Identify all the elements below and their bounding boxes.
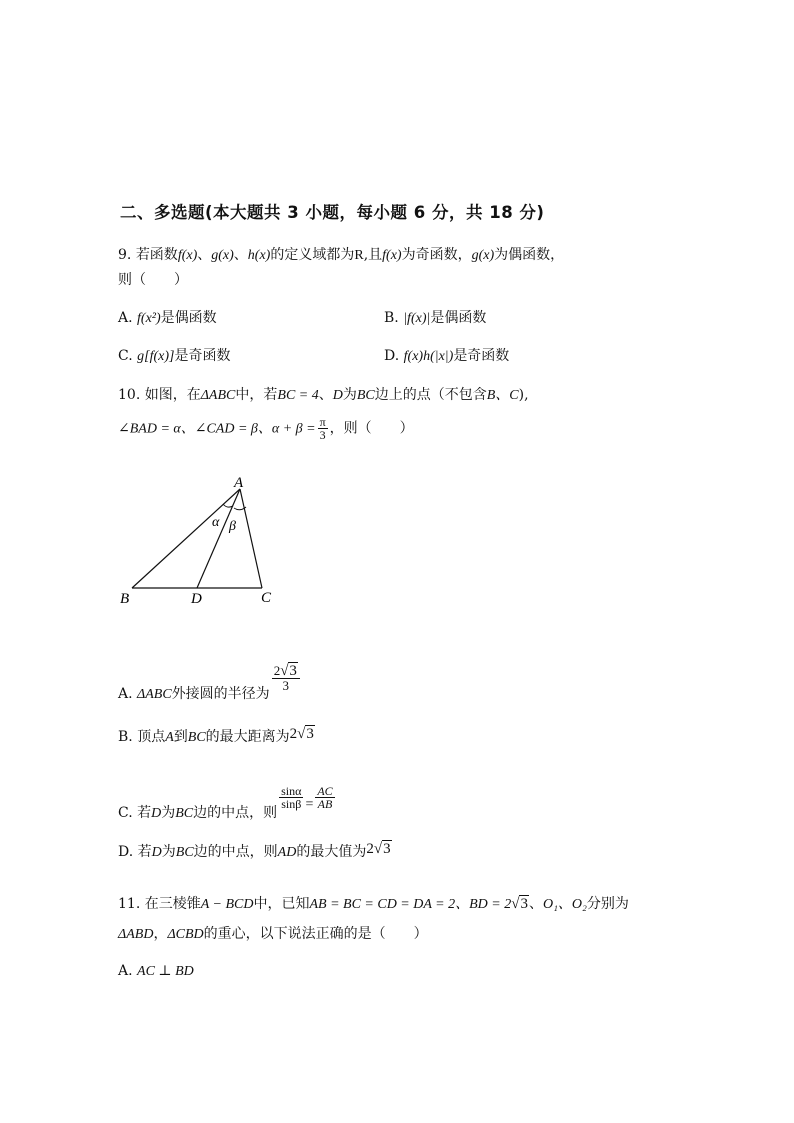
pi-over-3: $\frac{\pi}{3}$ (319, 415, 326, 442)
q11-number: 11. (118, 896, 141, 912)
q10-option-d[interactable]: D. 若D为BC边的中点，则AD的最大值为2√3 (118, 841, 391, 860)
q10-option-b[interactable]: B. 顶点A到BC的最大距离为2√3 (118, 726, 314, 745)
label-a: A (234, 475, 244, 491)
q10-stem-line1: 10. 如图，在ΔABC中，若BC = 4、D为BC边上的点（不包含B、C), (118, 387, 529, 403)
q9-option-c[interactable]: C. g[f(x)]是奇函数 (118, 348, 231, 364)
label-d: D (191, 591, 202, 607)
side-ratio: $\frac{AC}{AB}$ (317, 784, 333, 811)
q10-number: 10. (118, 387, 141, 403)
q9-stem-line1: 9. 若函数f(x)、g(x)、h(x)的定义域都为R,且f(x)为奇函数，g(x)为偶函数， (118, 247, 565, 263)
edge-ac (240, 489, 262, 588)
angle-arc-alpha (223, 504, 233, 507)
q9-option-a[interactable]: A. f(x²)是偶函数 (118, 310, 217, 326)
sine-ratio: $\frac{\sin\alpha}{\sin\beta}$ (281, 784, 302, 811)
label-beta: β (229, 519, 236, 534)
q11-stem-line2: ΔABD，ΔCBD的重心，以下说法正确的是（ ） (118, 926, 428, 942)
q11-option-a[interactable]: A. AC ⊥ BD (118, 963, 194, 979)
q11-stem-line1: 11. 在三棱锥A − BCD中，已知AB = BC = CD = DA = 2、BD = 2√3、O₁、O₂分别为 (118, 896, 629, 912)
max-ad-value: 2√3 (366, 841, 391, 857)
q10-option-c[interactable]: C. 若D为BC边的中点，则 $\frac{\sin\alpha}{\sin\beta}$ = $\frac{AC}{AB}$ (118, 784, 333, 821)
label-b: B (120, 591, 130, 607)
max-distance-value: 2√3 (289, 726, 314, 742)
q9-option-d[interactable]: D. f(x)h(|x|)是奇函数 (384, 348, 510, 364)
q10-option-a[interactable]: A. ΔABC外接圆的半径为 $\frac{2√3}{3}$ (118, 664, 302, 705)
label-c: C (261, 590, 272, 606)
edge-ab (132, 489, 240, 588)
q9-number: 9. (118, 247, 132, 263)
segment-ad (197, 489, 240, 588)
triangle-figure (115, 472, 295, 612)
q9-stem-line2: 则（ ） (118, 272, 188, 288)
label-alpha: α (212, 515, 220, 530)
q10-stem-line2: ∠BAD = α、∠CAD = β、α + β = $\frac{\pi}{3}$ ，则（ ） (118, 415, 414, 442)
section-title: 二、多选题(本大题共 3 小题，每小题 6 分，共 18 分) (120, 203, 545, 222)
q9-option-b[interactable]: B. |f(x)|是偶函数 (384, 310, 487, 326)
radius-fraction: $\frac{2√3}{3}$ (272, 664, 300, 693)
